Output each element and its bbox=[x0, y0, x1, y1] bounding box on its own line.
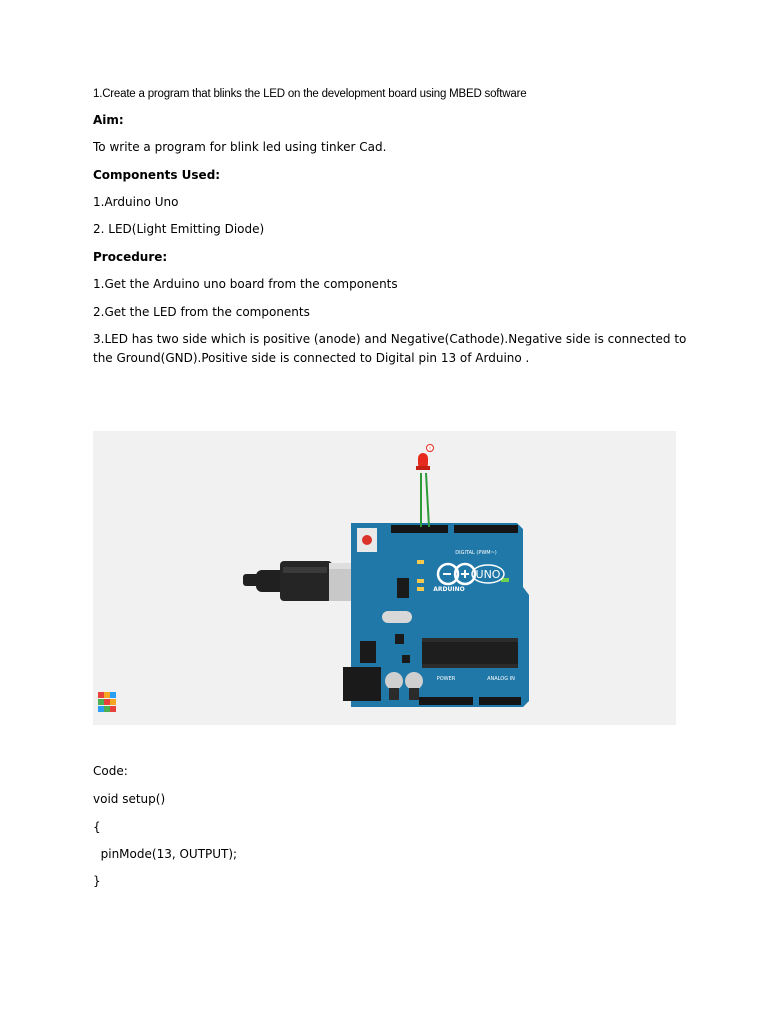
analog-header-label: ANALOG IN bbox=[487, 676, 515, 682]
components-label: Components Used: bbox=[93, 168, 221, 182]
procedure-step: 2.Get the LED from the components bbox=[93, 305, 310, 319]
procedure-step: the Ground(GND).Positive side is connected to Digital pin 13 of Arduino . bbox=[93, 351, 530, 365]
led-wires bbox=[421, 473, 429, 527]
led bbox=[416, 445, 434, 471]
code-label: Code: bbox=[93, 764, 128, 778]
board-brand-label: ARDUINO bbox=[433, 586, 465, 593]
board-model-label: UNO bbox=[475, 568, 501, 581]
circuit-figure bbox=[93, 431, 676, 725]
led-warning-marker: ! bbox=[428, 446, 432, 453]
code-line: pinMode(13, OUTPUT); bbox=[93, 847, 238, 861]
arduino-board bbox=[343, 523, 529, 707]
component-item: 2. LED(Light Emitting Diode) bbox=[93, 222, 265, 236]
aim-text: To write a program for blink led using tinker Cad. bbox=[93, 140, 387, 154]
procedure-step: 3.LED has two side which is positive (anode) and Negative(Cathode).Negative side is connected to bbox=[93, 332, 687, 346]
procedure-step: 1.Get the Arduino uno board from the components bbox=[93, 277, 398, 291]
code-line: { bbox=[93, 820, 101, 834]
tinkercad-logo bbox=[98, 692, 116, 712]
procedure-label: Procedure: bbox=[93, 250, 168, 264]
aim-label: Aim: bbox=[93, 113, 124, 127]
power-header-label: POWER bbox=[436, 676, 456, 682]
digital-header-label: DIGITAL (PWM~) bbox=[455, 550, 497, 556]
heading: 1.Create a program that blinks the LED on the development board using MBED software bbox=[93, 88, 527, 100]
code-line: } bbox=[93, 874, 101, 888]
arduino-circuit-diagram bbox=[93, 431, 676, 725]
code-line: void setup() bbox=[93, 792, 166, 806]
component-item: 1.Arduino Uno bbox=[93, 195, 179, 209]
